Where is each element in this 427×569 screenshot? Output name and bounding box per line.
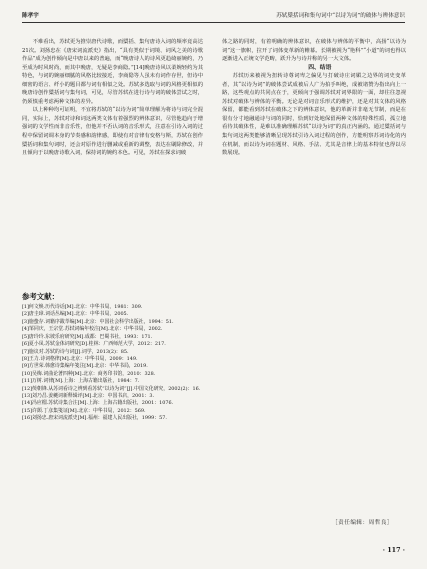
header-author: 陈孝宇 bbox=[22, 13, 39, 19]
reference-item: [14]冯应榴.苏轼诗集合注[M].上海：上海古籍出版社，2001：1076. bbox=[22, 400, 174, 407]
references-section bbox=[22, 292, 402, 423]
reference-item: [6]夏小凤.苏轼金体词研究[D].桂林：广西师范大学，2012：217. bbox=[22, 341, 166, 348]
reference-item: [3]施蛰存.词籍序跋萃编[M].北京：中国社会科学出版社，1994：51. bbox=[22, 318, 174, 325]
body-paragraph: 苏轼历来被视为扭转诗尊词卑之偏见与打破诗庄词媚之边界的词史变革者，其“以诗为词”的破体尝试成被后人广为拍手叫绝，成被诸赞为指出向上一路，这些观点的共同点在于，更倾向于强调苏轼对词界限的一面，却往往忽视苏轼对破体与辨体的平衡。无论是对词音乐形式的维护，还是对其文体的风格保留，都能看到苏轼在破体之下的辨体意识，他的革新并非毫无节制，而是在很有分寸地融通诗与词的同时，恰到好处地保留两种文体的特殊性质，孤立地看待其破体性，是难以准确理解苏轼“以诗为词”的真正内涵的。通过檃括词与集句词这两类能够清晰呈现苏轼引诗入词过程的创作，方能明察苏词诗化的内在机制，而以诗为词在题材、风格、手法、尤其是音律上的基本特征也得以尽数展现。 bbox=[222, 73, 406, 157]
running-header bbox=[22, 12, 405, 23]
reference-item: [11]万树.词律[M].上海：上海古籍出版社，1984：7. bbox=[22, 378, 140, 385]
reference-item: [7]施议对.苏轼的诗与词[J].词学，2013(2)：85. bbox=[22, 348, 129, 355]
reference-item: [10]吴梅.词曲论著四种[M].北京：商务印书馆，2010：328. bbox=[22, 370, 156, 377]
reference-list bbox=[22, 304, 402, 423]
references-title: 参考文献： bbox=[22, 292, 59, 301]
body-paragraph: 体之路的同时，有着明确的辨体意识，在破体与辨体的平衡中，高扬“以诗为词”这一旗帜，拉开了词体变革新的帷幕。长期被视为“艳科”“小道”的词也得以逐渐进入正统文学范畴，跃升为与诗并称的另一大文体。 bbox=[222, 39, 406, 63]
section-heading-conclusion: 四、结语 bbox=[308, 64, 332, 71]
responsible-editor: ［责任编辑：周哲良］ bbox=[332, 520, 393, 526]
reference-item: [4]邹同庆，王宗堂.苏轼词编年校注[M].北京：中华书局，2002. bbox=[22, 326, 163, 333]
reference-item: [2]唐圭璋.词话丛编[M].北京：中华书局，2005. bbox=[22, 311, 129, 318]
reference-item: [15]许顗.丁彦集笺证[M].北京：中华书局，2012：569. bbox=[22, 407, 146, 414]
reference-item: [12]萸朝锋.从苏词看诗之辨到看苏轼“以诗为词”[J].中国文化研究，2002(2)：16. bbox=[22, 385, 201, 392]
reference-item: [16]刘扬忠.唐宋词流派史[M].福州：福建人民出版社，1999：57. bbox=[22, 415, 167, 422]
right-column bbox=[222, 38, 406, 158]
reference-item: [1]何文焕.历代诗话[M].北京：中华书局，1981：309. bbox=[22, 304, 143, 310]
left-column bbox=[22, 38, 203, 158]
reference-item: [9]方世荣.韩愈诗集编年笺注[M].北京：中华书局，2019. bbox=[22, 363, 148, 370]
reference-item: [8]王力.诗词格律[M].北京：中华书局，2009：149. bbox=[22, 355, 138, 362]
reference-item: [13]刘乃昌.姜夔词新释辑评[M].北京：中国书店，2001：3. bbox=[22, 393, 155, 400]
page-number: · 117 · bbox=[382, 546, 405, 554]
header-article-title: 苏轼檃括词和集句词中“以诗为词”的破体与辨体意识 bbox=[276, 13, 405, 19]
reference-item: [5]唐玲玲.东坡乐府研究[M].成都：巴蜀书社，1993：171. bbox=[22, 333, 153, 340]
body-paragraph: 以上种种均可证明，不宜将苏轼的“以诗为词”简单理解为将诗与词完全混同，实际上，苏轼对诗和词这两类文体有着强烈的辨体意识，尽管他趋向于增强词的文学性而非音乐性，但他并不否认词的音乐形式，注意在引诗入词的过程中保留词调本身的节奏感和韵律感，即使有对音律有变格与斯，苏轼在创作檃括词和集句词时，还会对原作进行删减或重新的调整，表达在刷除修改，并且倾向于以晚唐诗歌入词，保持词的婉约本色。可见，苏轼在探求词破 bbox=[22, 107, 203, 157]
body-paragraph: 不难看出，苏轼更为推崇唐代诗歌，而檃括、集句唐诗入词的频率竟高达21次。刘扬忠在《唐宋词流派史》指出，“具有类似于词境、词风之美的诗歌作品”成为创作倾向是中唐以来的普遍，而“晚唐诗人的诗风更趋绮丽婉约，乃至成为时风时尚，而其中晚唐，无疑是李商隐。”[14]晚唐诗风以柔婉轻约为其特色，与词的婉丽细腻的风格比较接近，李商隐等人虽未有词作存世，但诗中细密的语言、纤小的题目都与词有相似之处。苏轼多选取与词的风格更相似的晚唐诗创作檃括词与集句词，可见，尽管苏轼在进行诗与词的破体尝试之时，仍须慎重考虑两种文体的差异。 bbox=[22, 39, 203, 105]
